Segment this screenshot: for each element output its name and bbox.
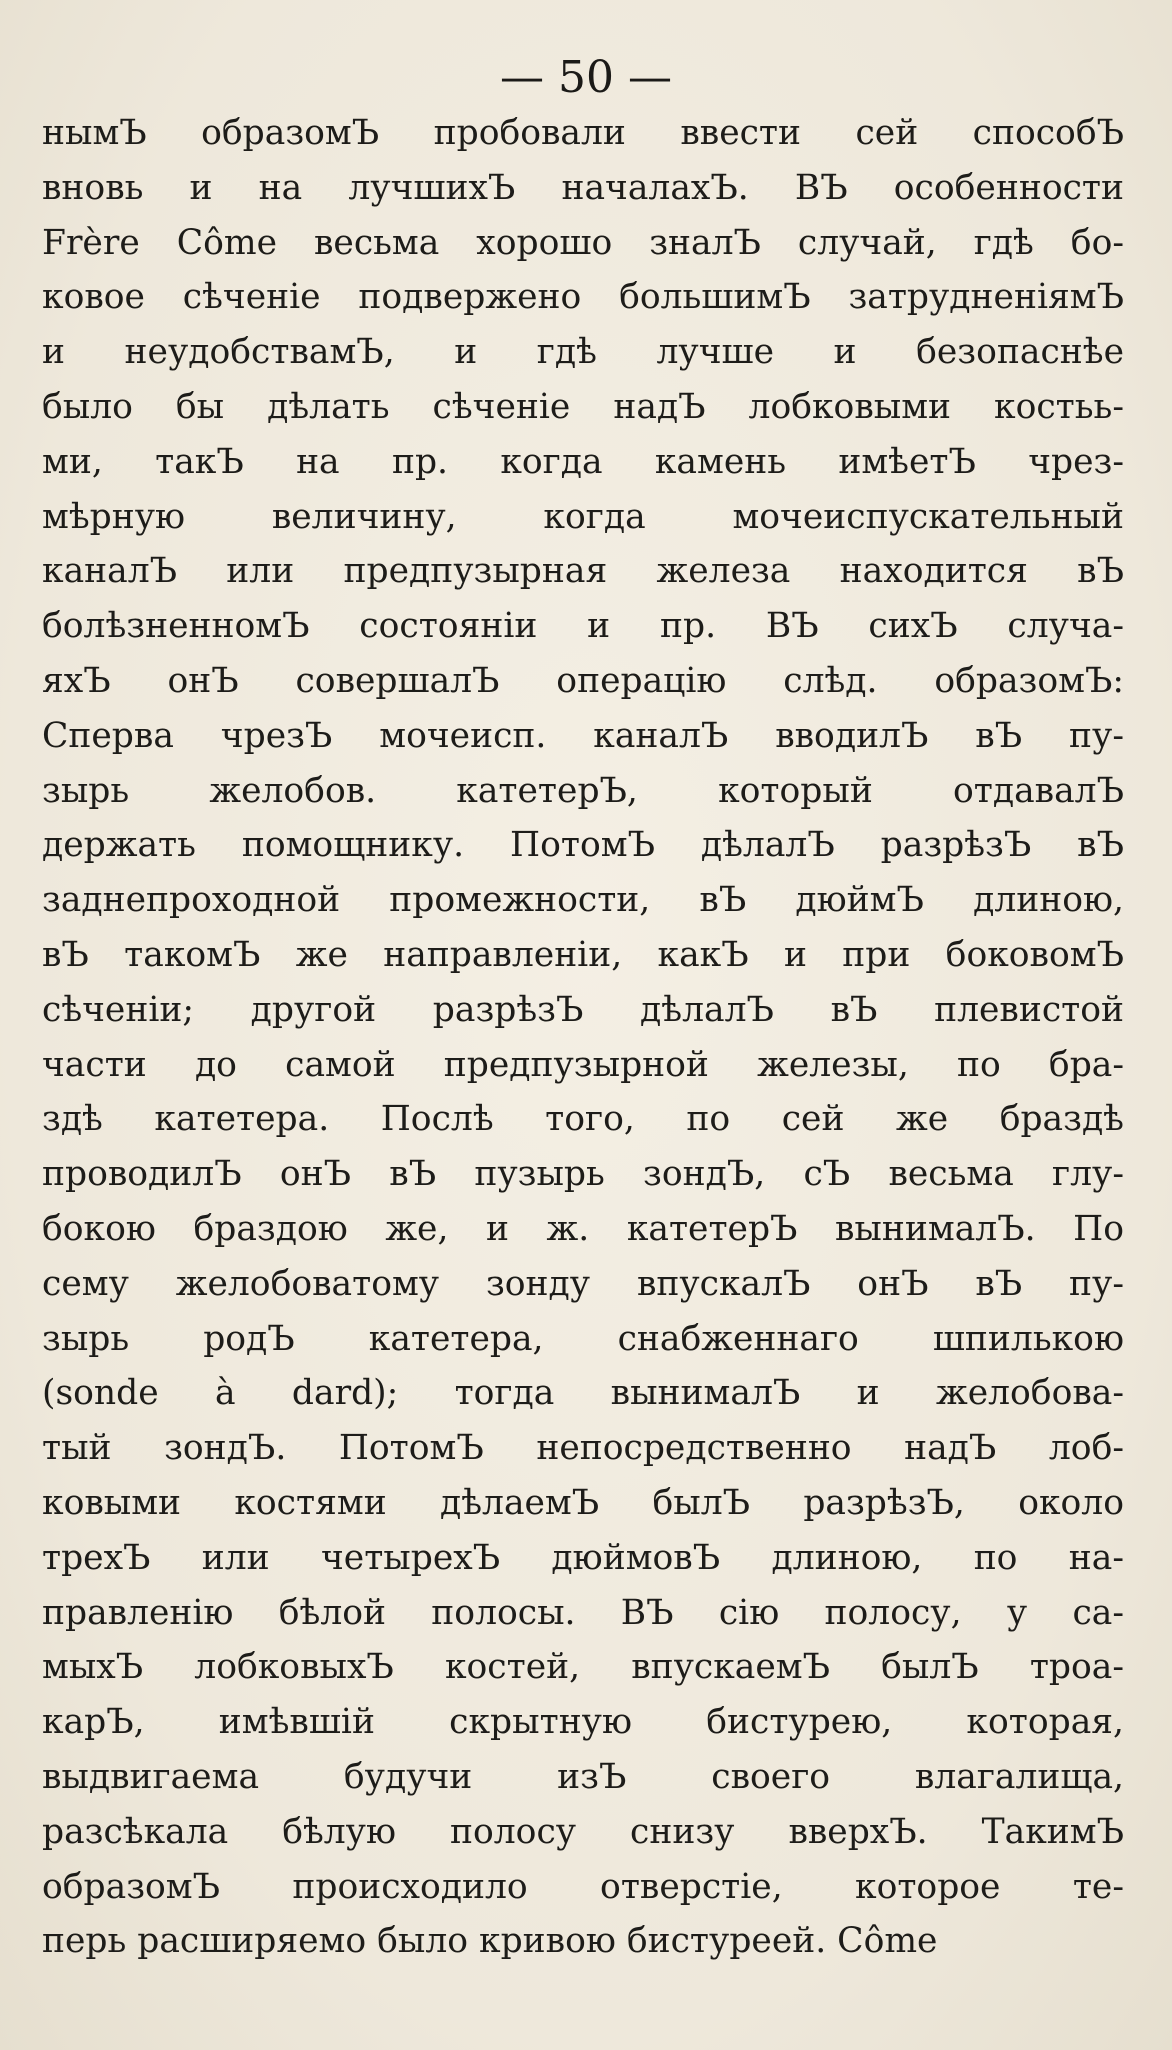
text-line: правленію бѣлой полосы. ВЪ сію полосу, у са-	[42, 1592, 1124, 1633]
text-line: части до самой предпузырной железы, по бра-	[42, 1044, 1124, 1085]
text-line: Сперва чрезЪ мочеисп. каналЪ вводилЪ вЪ пу-	[42, 715, 1124, 756]
text-line: нымЪ образомЪ пробовали ввести сей способЪ	[42, 113, 1124, 153]
body-text	[42, 106, 1124, 1969]
text-line: Frère Côme весьма хорошо зналЪ случай, гдѣ бо-	[42, 222, 1124, 263]
text-line: карЪ, имѣвшій скрытную бистурею, которая,	[42, 1702, 1124, 1743]
text-line: ми, такЪ на пр. когда камень имѣетЪ чрез-	[42, 441, 1124, 482]
text-line: вЪ такомЪ же направленіи, какЪ и при боковомЪ	[42, 934, 1124, 975]
text-line: ковое сѣченіе подвержено большимЪ затрудненіямЪ	[42, 277, 1124, 318]
text-line: разсѣкала бѣлую полосу снизу вверхЪ. ТакимЪ	[42, 1811, 1124, 1852]
text-line: перь расширяемо было кривою бистуреей. Côme	[42, 1921, 938, 1962]
text-line: зырь родЪ катетера, снабженнаго шпилькою	[42, 1318, 1124, 1359]
text-line: яхЪ онЪ совершалЪ операцію слѣд. образомЪ:	[42, 660, 1124, 701]
text-line: сему желобоватому зонду впускалЪ онЪ вЪ пу-	[42, 1263, 1124, 1304]
text-line: бокою браздою же, и ж. катетерЪ вынималЪ. По	[42, 1208, 1124, 1249]
text-line: зырь желобов. катетерЪ, который отдавалЪ	[42, 770, 1124, 811]
text-line: здѣ катетера. Послѣ того, по сей же браздѣ	[42, 1099, 1124, 1140]
text-line: вновь и на лучшихЪ началахЪ. ВЪ особенности	[42, 167, 1124, 208]
text-line: тый зондЪ. ПотомЪ непосредственно надЪ лоб-	[42, 1428, 1124, 1469]
text-line: сѣченіи; другой разрѣзЪ дѣлалЪ вЪ плевистой	[42, 989, 1124, 1030]
text-line: заднепроходной промежности, вЪ дюймЪ длиною,	[42, 880, 1124, 921]
page-number: — 50 —	[500, 52, 672, 103]
text-line: ковыми костями дѣлаемЪ былЪ разрѣзЪ, около	[42, 1482, 1124, 1523]
text-line: и неудобствамЪ, и гдѣ лучше и безопаснѣе	[42, 332, 1124, 373]
text-line: мыхЪ лобковыхЪ костей, впускаемЪ былЪ троа-	[42, 1647, 1124, 1688]
text-line: каналЪ или предпузырная железа находится вЪ	[42, 551, 1124, 592]
text-line: болѣзненномЪ состояніи и пр. ВЪ сихЪ случа-	[42, 606, 1124, 647]
text-line: было бы дѣлать сѣченіе надЪ лобковыми костьь-	[42, 386, 1124, 427]
text-line: трехЪ или четырехЪ дюймовЪ длиною, по на-	[42, 1537, 1124, 1578]
text-line: мѣрную величину, когда мочеиспускательный	[42, 496, 1124, 537]
text-line: выдвигаема будучи изЪ своего влагалища,	[42, 1756, 1124, 1797]
text-line: держать помощнику. ПотомЪ дѣлалЪ разрѣзЪ вЪ	[42, 825, 1124, 866]
text-line: проводилЪ онЪ вЪ пузырь зондЪ, сЪ весьма глу-	[42, 1154, 1124, 1195]
text-line: образомЪ происходило отверстіе, которое те-	[42, 1866, 1124, 1907]
text-line: (sonde à dard); тогда вынималЪ и желобова-	[42, 1373, 1124, 1414]
